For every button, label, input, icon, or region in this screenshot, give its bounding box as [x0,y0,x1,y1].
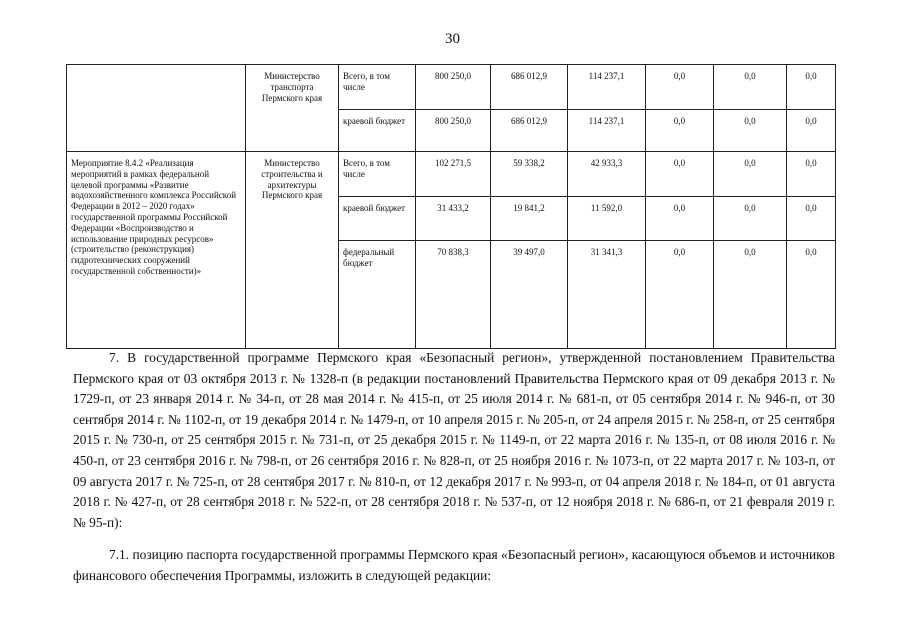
value-cell: 800 250,0 [416,65,491,110]
table-row [67,65,836,110]
value-cell: 800 250,0 [416,110,491,152]
value-cell: 31 341,3 [568,241,646,349]
value-cell: 0,0 [787,110,836,152]
value-cell: 114 237,1 [568,65,646,110]
source-cell: краевой бюджет [339,197,416,241]
value-cell: 42 933,3 [568,152,646,197]
measure-cell: Мероприятие 8.4.2 «Реализация мероприятий в рамках федеральной целевой программы «Развитие водохозяйственного комплекса Российской Федерации в 2012 – 2020 годах» государственной программы Российской Федерации «Воспроизводство и использование природных ресурсов» (строительство (реконструкция) гидротехнических сооружений государственной собственности)» [67,152,246,349]
value-cell: 0,0 [646,241,714,349]
value-cell: 0,0 [714,197,787,241]
value-cell: 686 012,9 [491,65,568,110]
value-cell: 0,0 [714,241,787,349]
value-cell: 0,0 [646,110,714,152]
value-cell: 11 592,0 [568,197,646,241]
value-cell: 0,0 [646,197,714,241]
value-cell: 0,0 [714,65,787,110]
value-cell: 59 338,2 [491,152,568,197]
table-row [67,152,836,197]
paragraph-amendment [73,348,835,533]
value-cell: 686 012,9 [491,110,568,152]
funding-table [66,64,836,349]
value-cell: 0,0 [714,152,787,197]
paragraph-passport-position [73,545,835,586]
value-cell: 0,0 [787,152,836,197]
source-cell: краевой бюджет [339,110,416,152]
value-cell: 0,0 [787,65,836,110]
value-cell: 70 838,3 [416,241,491,349]
value-cell: 19 841,2 [491,197,568,241]
value-cell: 39 497,0 [491,241,568,349]
value-cell: 31 433,2 [416,197,491,241]
value-cell: 0,0 [787,197,836,241]
value-cell: 0,0 [646,65,714,110]
paragraph-text: 7.1. позицию паспорта государственной программы Пермского края «Безопасный регион», касающуюся объемов и источников финансового обеспечения Программы, изложить в следующей редакции: [73,547,835,583]
value-cell: 0,0 [714,110,787,152]
page-number: 30 [445,31,460,47]
source-cell: федеральный бюджет [339,241,416,349]
value-cell: 0,0 [646,152,714,197]
executor-cell: Министерство строительства и архитектуры Пермского края [246,152,339,349]
measure-cell [67,65,246,152]
source-cell: Всего, в том числе [339,65,416,110]
source-cell: Всего, в том числе [339,152,416,197]
paragraph-text: 7. В государственной программе Пермского края «Безопасный регион», утвержденной постановлением Правительства Пермского края от 03 октября 2013 г. № 1328-п (в редакции постановлений Правительства Пермского края от 09 декабря 2013 г. № 1729-п, от 23 января 2014 г. № 34-п, от 28 мая 2014 г. № 415-п, от 25 июля 2014 г. № 681-п, от 05 сентября 2014 г. № 946-п, от 30 сентября 2014 г. № 1102-п, от 19 декабря 2014 г. № 1479-п, от 10 апреля 2015 г. № 205-п, от 24 апреля 2015 г. № 258-п, от 25 сентября 2015 г. № 730-п, от 25 сентября 2015 г. № 731-п, от 25 декабря 2015 г. № 1149-п, от 22 марта 2016 г. № 135-п, от 08 июля 2016 г. № 450-п, от 23 сентября 2016 г. № 798-п, от 26 сентября 2016 г. № 828-п, от 25 ноября 2016 г. № 1073-п, от 22 марта 2017 г. № 103-п, от 09 августа 2017 г. № 725-п, от 28 сентября 2017 г. № 810-п, от 12 декабря 2017 г. № 993-п, от 04 апреля 2018 г. № 184-п, от 01 августа 2018 г. № 427-п, от 28 сентября 2018 г. № 522-п, от 28 сентября 2018 г. № 537-п, от 12 ноября 2018 г. № 686-п, от 21 февраля 2019 г. № 95-п): [73,350,835,530]
value-cell: 114 237,1 [568,110,646,152]
value-cell: 0,0 [787,241,836,349]
value-cell: 102 271,5 [416,152,491,197]
executor-cell: Министерство транспорта Пермского края [246,65,339,152]
